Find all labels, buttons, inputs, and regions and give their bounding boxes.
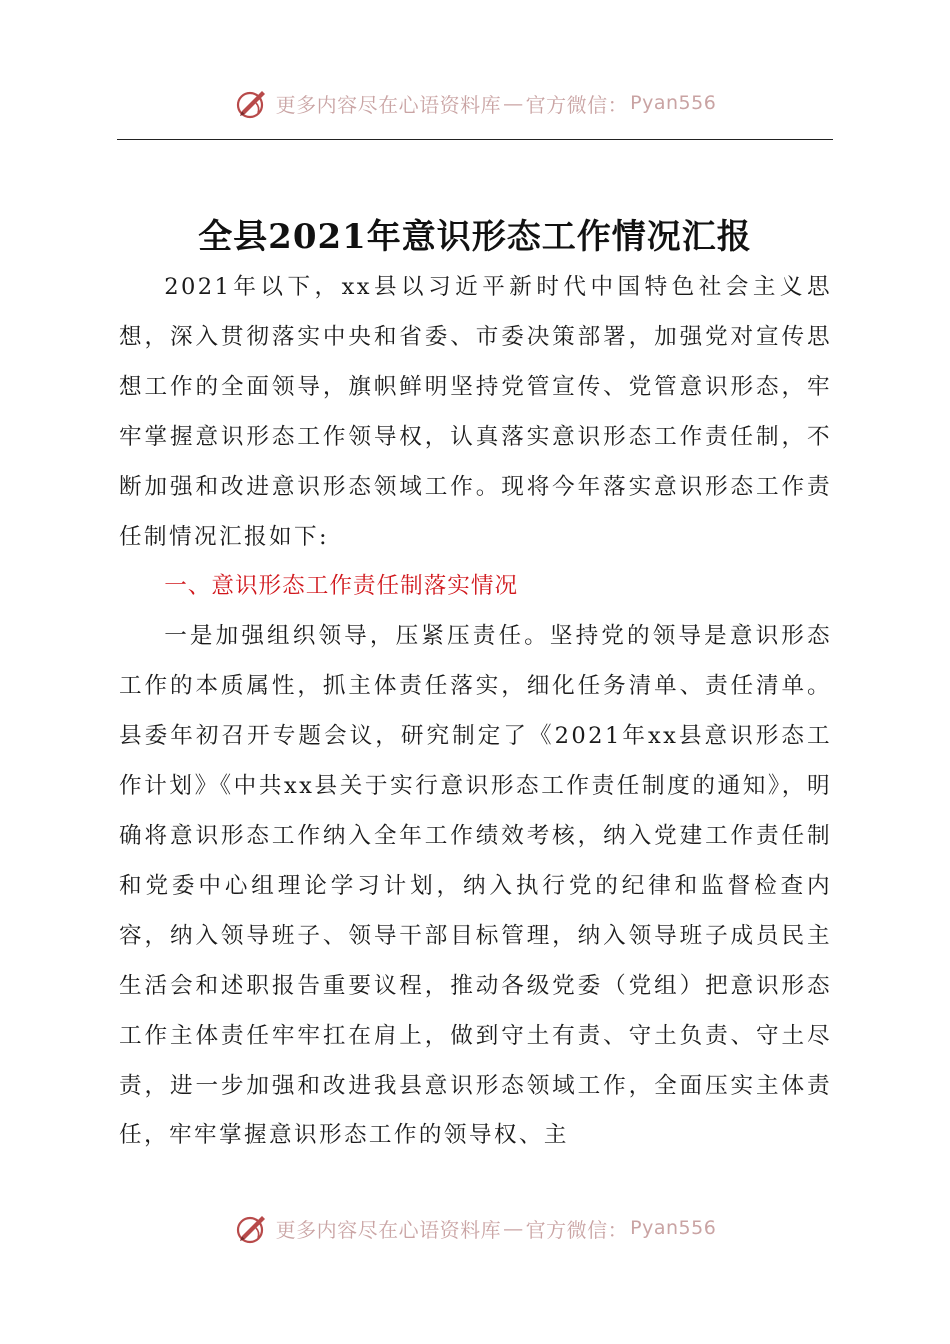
pen-logo-icon xyxy=(234,1210,270,1246)
watermark-label: 官方微信： xyxy=(525,92,629,117)
pen-logo-icon xyxy=(234,85,270,121)
watermark-separator: — xyxy=(503,91,524,115)
watermark-separator: — xyxy=(503,1216,524,1240)
watermark-wechat-id: Pyan556 xyxy=(630,1217,717,1239)
section-heading: 一、意识形态工作责任制落实情况 xyxy=(164,573,519,600)
watermark-text: 更多内容尽在心语资料库 xyxy=(275,92,502,117)
document-body xyxy=(119,263,832,1161)
document-title: 全县2021年意识形态工作情况汇报 xyxy=(198,216,752,257)
footer-watermark xyxy=(0,1208,950,1248)
watermark-text: 更多内容尽在心语资料库 xyxy=(275,1217,502,1242)
watermark-label: 官方微信： xyxy=(525,1217,629,1242)
header-divider xyxy=(117,139,833,140)
intro-paragraph: 2021年以下，xx县以习近平新时代中国特色社会主义思想，深入贯彻落实中央和省委、市委决策部署，加强党对宣传思想工作的全面领导，旗帜鲜明坚持党管宣传、党管意识形态，牢牢掌握意识形态工作领导权，认真落实意识形态工作责任制，不断加强和改进意识形态领域工作。现将今年落实意识形态工作责任制情况汇报如下: xyxy=(119,274,832,550)
watermark-wechat-id: Pyan556 xyxy=(630,92,717,114)
header-watermark xyxy=(0,83,950,123)
section-paragraph: 一是加强组织领导，压紧压责任。坚持党的领导是意识形态工作的本质属性，抓主体责任落实，细化任务清单、责任清单。县委年初召开专题会议，研究制定了《2021年xx县意识形态工作计划》《中共xx县关于实行意识形态工作责任制度的通知》，明确将意识形态工作纳入全年工作绩效考核，纳入党建工作责任制和党委中心组理论学习计划，纳入执行党的纪律和监督检查内容，纳入领导班子、领导干部目标管理，纳入领导班子成员民主生活会和述职报告重要议程，推动各级党委（党组）把意识形态工作主体责任牢牢扛在肩上，做到守土有责、守土负责、守土尽责，进一步加强和改进我县意识形态领域工作，全面压实主体责任，牢牢掌握意识形态工作的领导权、主 xyxy=(119,623,832,1149)
